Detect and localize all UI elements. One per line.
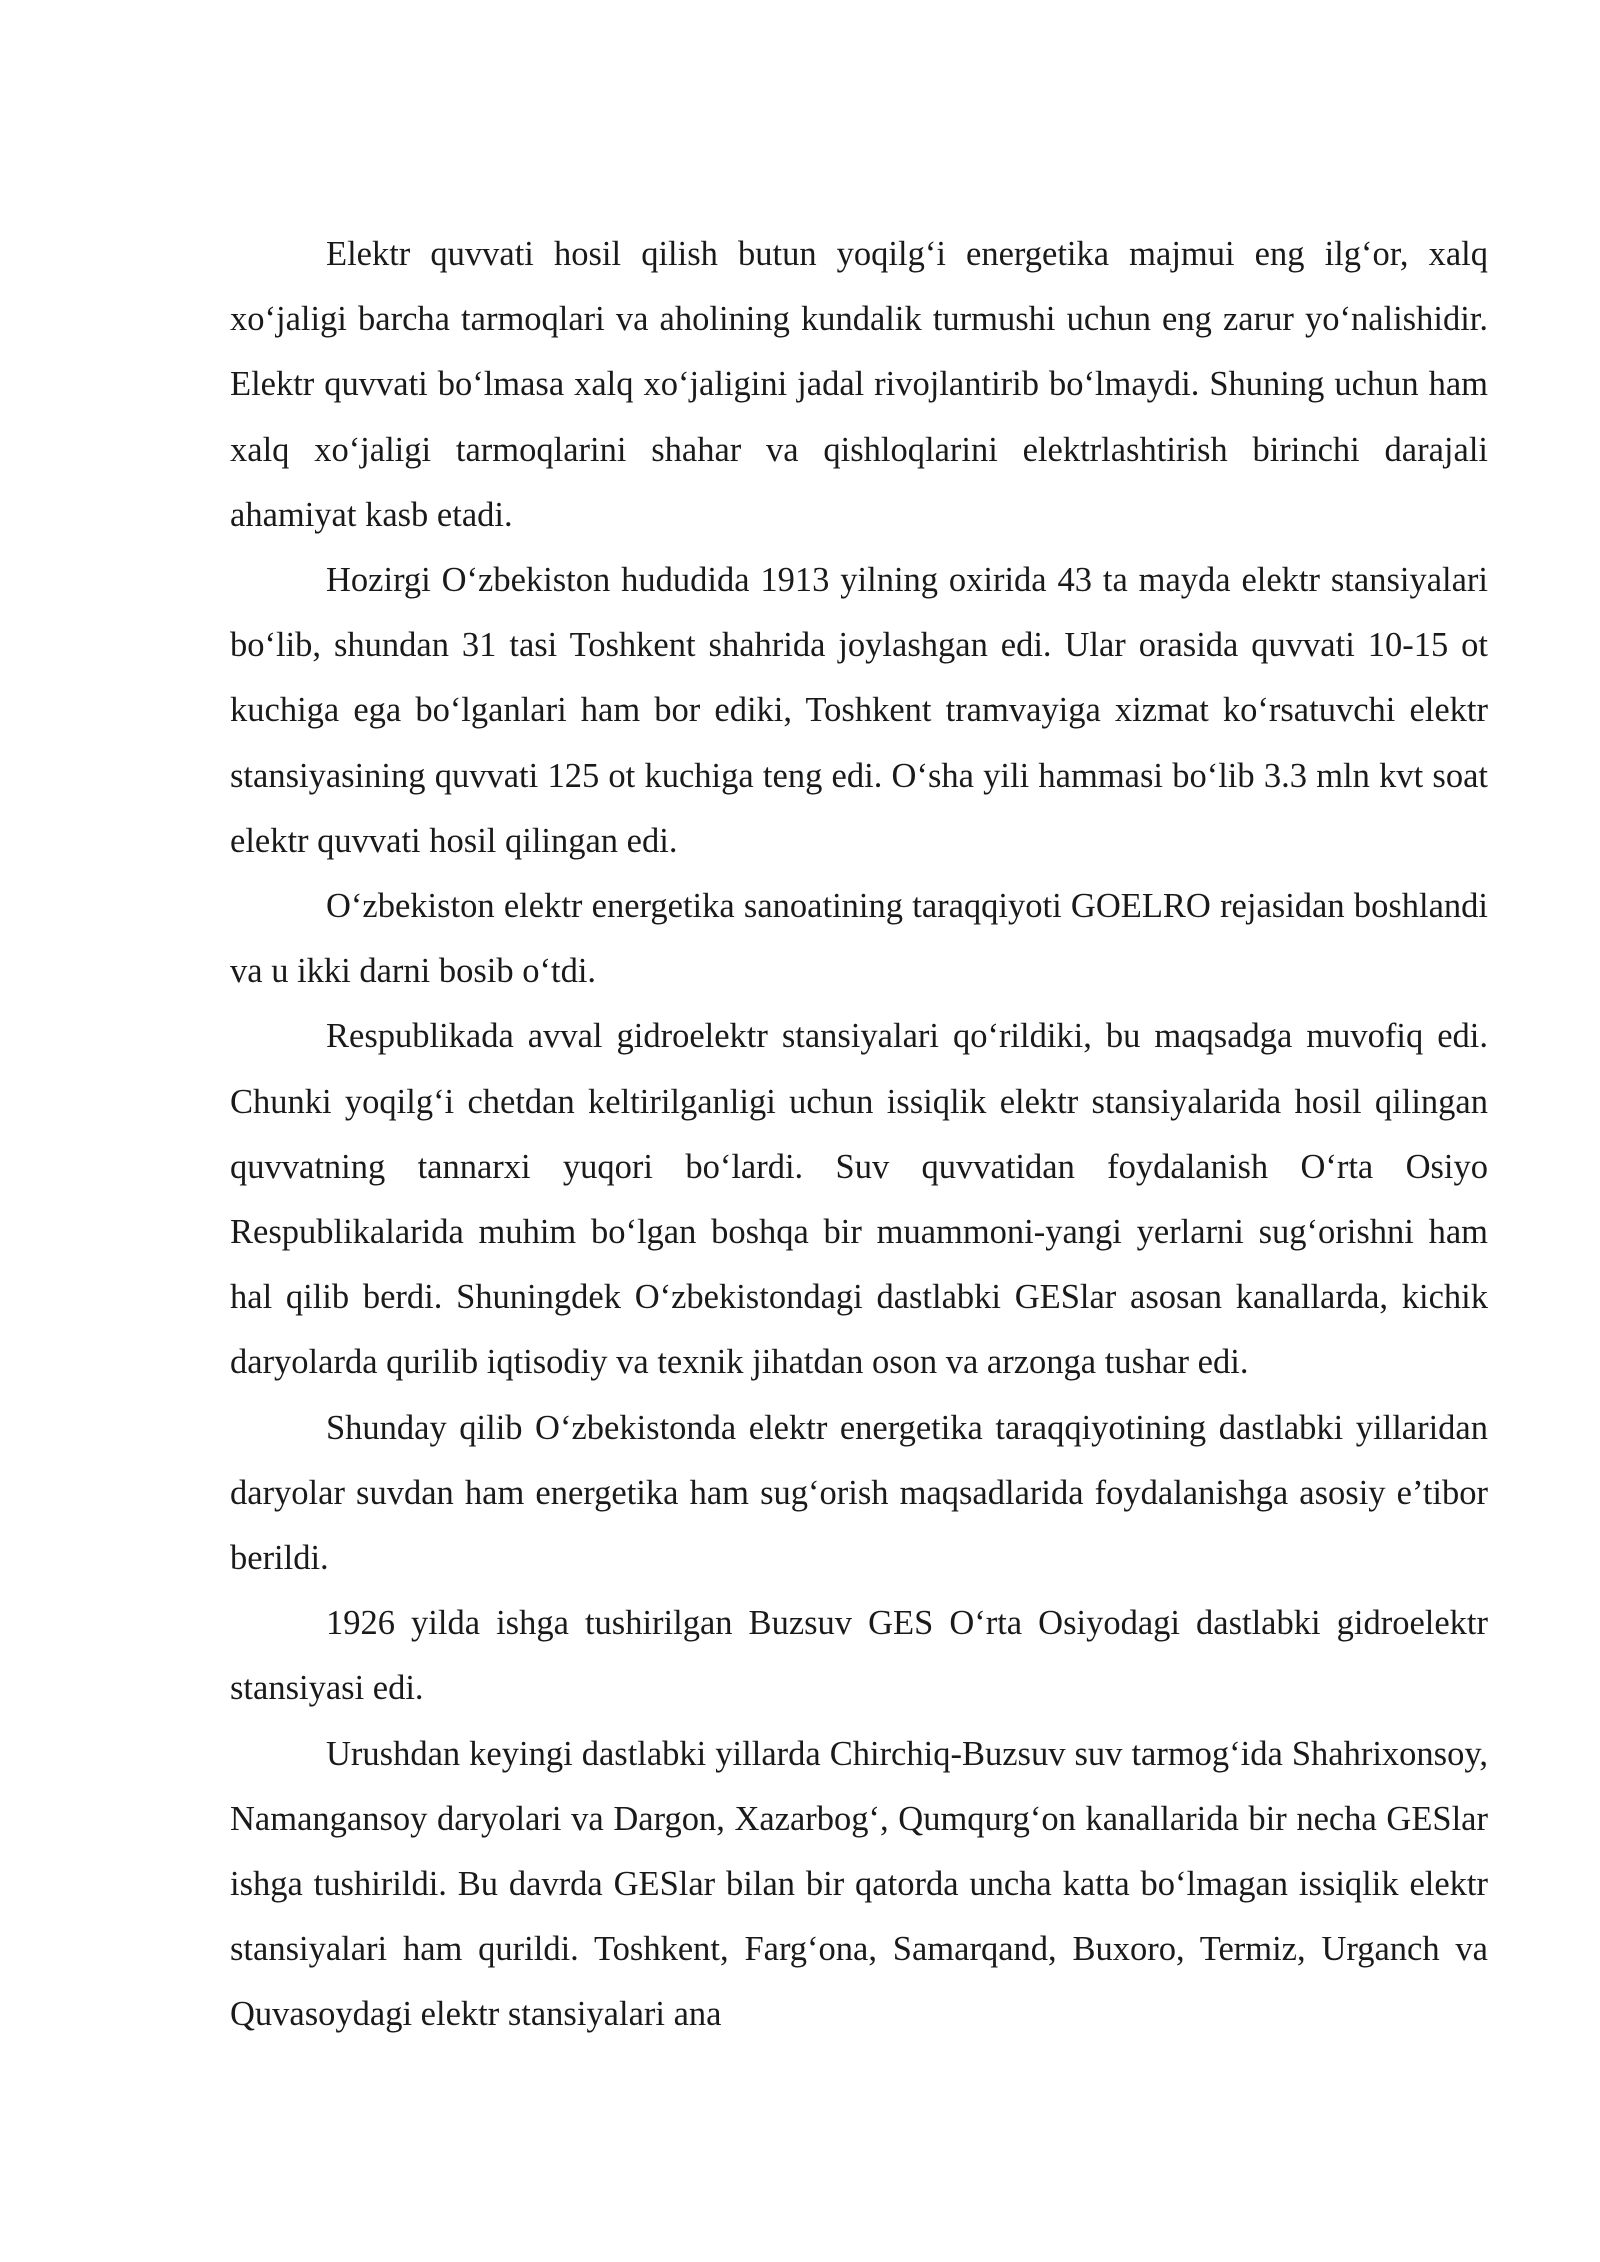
paragraph-postwar-stations: Urushdan keyingi dastlabki yillarda Chirchiq-Buzsuv suv tarmog‘ida Shahrixonsoy, Namangansoy daryolari va Dargon, Xazarbog‘, Qumqurg‘on kanallarida bir necha GESlar ishga tushirildi. Bu davrda GESlar bilan bir qatorda uncha katta bo‘lmagan issiqlik elektr stansiyalari ham qurildi. Toshkent, Farg‘ona, Samarqand, Buxoro, Termiz, Urganch va Quvasoydagi elektr stansiyalari ana (230, 1734, 1488, 2034)
paragraph-hydro-stations: Respublikada avval gidroelektr stansiyalari qo‘rildiki, bu maqsadga muvofiq edi. Chunki yoqilg‘i chetdan keltirilganligi uchun issiqlik elektr stansiyalarida hosil qilingan quvvatning tannarxi yuqori bo‘lardi. Suv quvvatidan foydalanish O‘rta Osiyo Respublikalarida muhim bo‘lgan boshqa bir muammoni-yangi yerlarni sug‘orishni ham hal qilib berdi. Shuningdek O‘zbekistondagi dastlabki GESlar asosan kanallarda, kichik daryolarda qurilib iqtisodiy va texnik jihatdan oson va arzonga tushar edi. (230, 1017, 1488, 1382)
body-text (230, 222, 1488, 2048)
paragraph-buzsuv-ges: 1926 yilda ishga tushirilgan Buzsuv GES O‘rta Osiyodagi dastlabki gidroelektr stansiyasi edi. (230, 1604, 1488, 1708)
paragraph-stations-1913: Hozirgi O‘zbekiston hududida 1913 yilning oxirida 43 ta mayda elektr stansiyalari bo‘lib, shundan 31 tasi Toshkent shahrida joylashgan edi. Ular orasida quvvati 10-15 ot kuchiga ega bo‘lganlari ham bor ediki, Toshkent tramvayiga xizmat ko‘rsatuvchi elektr stansiyasining quvvati 125 ot kuchiga teng edi. O‘sha yili hammasi bo‘lib 3.3 mln kvt soat elektr quvvati hosil qilingan edi. (230, 561, 1488, 860)
paragraph-goelro: O‘zbekiston elektr energetika sanoatining taraqqiyoti GOELRO rejasidan boshlandi va u ikki darni bosib o‘tdi. (230, 887, 1488, 991)
paragraph-rivers-usage: Shunday qilib O‘zbekistonda elektr energetika taraqqiyotining dastlabki yillaridan daryolar suvdan ham energetika ham sug‘orish maqsadlarida foydalanishga asosiy e’tibor berildi. (230, 1408, 1488, 1578)
paragraph-electricity-intro: Elektr quvvati hosil qilish butun yoqilg‘i energetika majmui eng ilg‘or, xalq xo‘jaligi barcha tarmoqlari va aholining kundalik turmushi uchun eng zarur yo‘nalishidir. Elektr quvvati bo‘lmasa xalq xo‘jaligini jadal rivojlantirib bo‘lmaydi. Shuning uchun ham xalq xo‘jaligi tarmoqlarini shahar va qishloqlarini elektrlashtirish birinchi darajali ahamiyat kasb etadi. (230, 235, 1488, 534)
